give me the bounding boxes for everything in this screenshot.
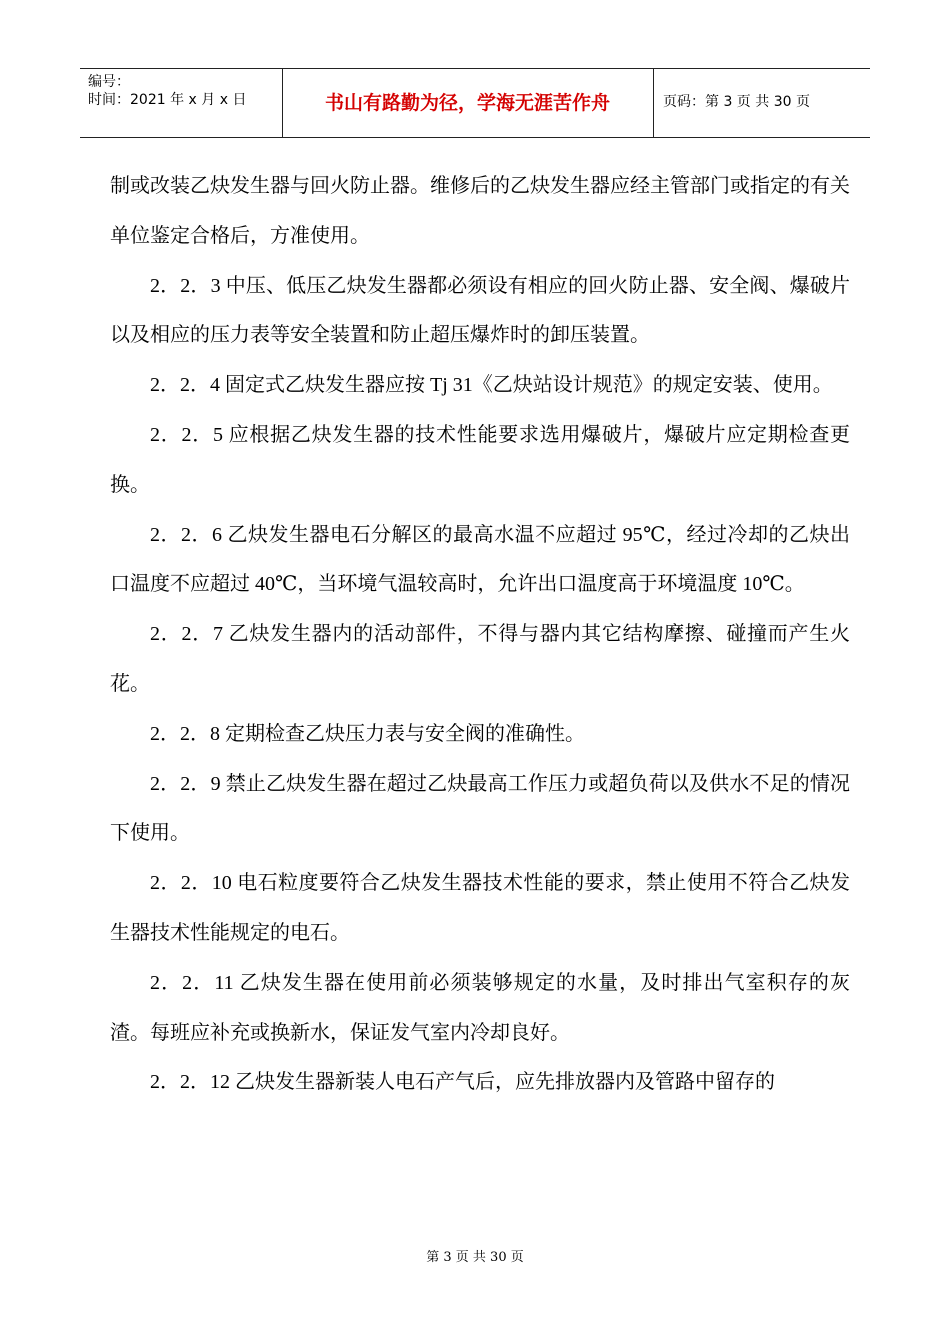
- body-paragraph: 2．2．3 中压、低压乙炔发生器都必须设有相应的回火防止器、安全阀、爆破片以及相应的压力表等安全装置和防止超压爆炸时的卸压装置。: [110, 274, 850, 347]
- header-right-cell: [653, 69, 870, 137]
- header-middle-cell: [282, 69, 654, 137]
- page-footer: 第 3 页 共 30 页: [426, 1250, 524, 1265]
- header-motto: 书山有路勤为径，学海无涯苦作舟: [324, 92, 610, 114]
- body-paragraph: 2．2．5 应根据乙炔发生器的技术性能要求选用爆破片，爆破片应定期检查更换。: [110, 423, 850, 496]
- header-page-info: 页码：第 3 页 共 30 页: [663, 94, 810, 110]
- page-header: [80, 68, 870, 138]
- body-paragraph: 2．2．6 乙炔发生器电石分解区的最高水温不应超过 95℃，经过冷却的乙炔出口温度不应超过 40℃，当环境气温较高时，允许出口温度高于环境温度 10℃。: [110, 523, 850, 596]
- body-paragraph: 2．2．4 固定式乙炔发生器应按 Tj 31《乙炔站设计规范》的规定安装、使用。: [150, 374, 833, 397]
- body-paragraph: 2．2．8 定期检查乙炔压力表与安全阀的准确性。: [150, 722, 585, 745]
- body-paragraph: 2．2．7 乙炔发生器内的活动部件，不得与器内其它结构摩擦、碰撞而产生火花。: [110, 623, 850, 695]
- body-paragraph: 2．2．10 电石粒度要符合乙炔发生器技术性能的要求，禁止使用不符合乙炔发生器技术性能规定的电石。: [110, 872, 850, 944]
- document-date-label: 时间：2021 年 x 月 x 日: [88, 92, 247, 108]
- document-number-label: 编号：: [88, 74, 130, 90]
- body-paragraph: 2．2．12 乙炔发生器新装人电石产气后，应先排放器内及管路中留存的: [150, 1071, 775, 1094]
- body-paragraph: 制或改装乙炔发生器与回火防止器。维修后的乙炔发生器应经主管部门或指定的有关单位鉴定合格后，方准使用。: [110, 175, 850, 247]
- header-left-cell: [80, 69, 283, 137]
- body-paragraph: 2．2．11 乙炔发生器在使用前必须装够规定的水量，及时排出气室积存的灰渣。每班应补充或换新水，保证发气室内冷却良好。: [110, 971, 850, 1044]
- body-paragraph: 2．2．9 禁止乙炔发生器在超过乙炔最高工作压力或超负荷以及供水不足的情况下使用。: [110, 772, 850, 845]
- document-body: [110, 162, 850, 1108]
